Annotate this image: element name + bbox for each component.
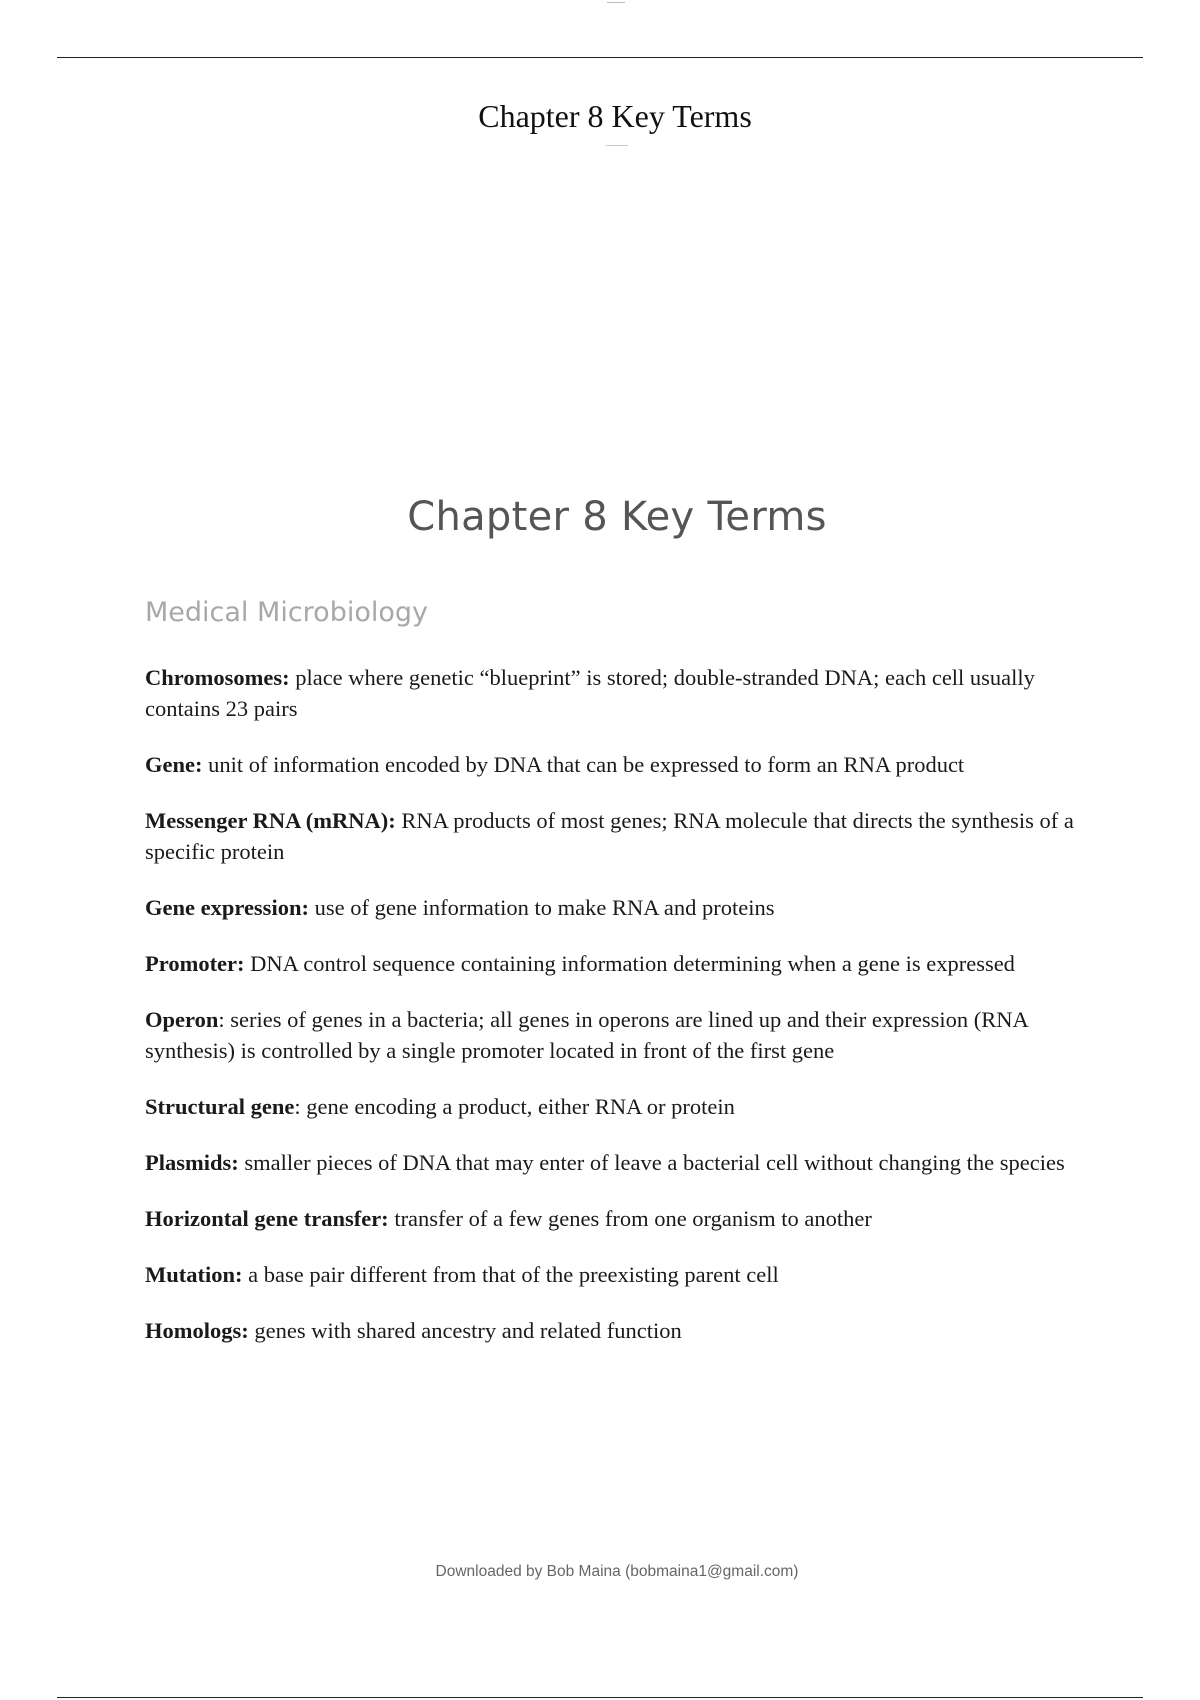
term-messenger-rna [145, 805, 1095, 867]
term-structural-gene [145, 1091, 1095, 1122]
document-subtitle: Medical Microbiology [145, 597, 428, 628]
term-name: Gene expression: [145, 895, 309, 920]
term-horizontal-gene-transfer [145, 1203, 1095, 1234]
term-gene-expression [145, 892, 1095, 923]
term-definition: genes with shared ancestry and related function [248, 1318, 682, 1343]
term-definition: unit of information encoded by DNA that can be expressed to form an RNA product [202, 752, 965, 777]
download-attribution: Downloaded by Bob Maina (bobmaina1@gmail.com) [435, 1563, 799, 1580]
term-definition: smaller pieces of DNA that may enter of leave a bacterial cell without changing the species [238, 1150, 1065, 1175]
term-plasmids [145, 1147, 1095, 1178]
page-header-title: Chapter 8 Key Terms [478, 98, 752, 134]
term-mutation [145, 1259, 1095, 1290]
top-divider [57, 57, 1143, 58]
term-operon [145, 1004, 1095, 1066]
header-mark [606, 145, 628, 146]
term-definition: transfer of a few genes from one organism to another [388, 1206, 872, 1231]
term-chromosomes [145, 662, 1095, 724]
term-name: Structural gene [145, 1094, 295, 1119]
document-title: Chapter 8 Key Terms [407, 494, 827, 540]
term-definition: : gene encoding a product, either RNA or protein [294, 1094, 735, 1119]
term-name: Chromosomes: [145, 665, 290, 690]
term-definition: RNA products of most genes; RNA molecule that directs the synthesis of a specific protein [145, 808, 1074, 864]
term-name: Gene: [145, 752, 203, 777]
term-promoter [145, 948, 1095, 979]
key-terms-list [145, 662, 1095, 1371]
term-name: Messenger RNA (mRNA): [145, 808, 396, 833]
term-name: Homologs: [145, 1318, 249, 1343]
term-definition: DNA control sequence containing information determining when a gene is expressed [244, 951, 1015, 976]
top-page-mark [607, 0, 625, 3]
term-name: Operon [145, 1007, 219, 1032]
bottom-divider [57, 1697, 1143, 1698]
term-definition: use of gene information to make RNA and proteins [308, 895, 775, 920]
term-definition: a base pair different from that of the preexisting parent cell [242, 1262, 779, 1287]
term-name: Promoter: [145, 951, 245, 976]
term-name: Mutation: [145, 1262, 243, 1287]
term-homologs [145, 1315, 1095, 1346]
term-name: Horizontal gene transfer: [145, 1206, 389, 1231]
term-gene [145, 749, 1095, 780]
term-name: Plasmids: [145, 1150, 239, 1175]
term-definition: place where genetic “blueprint” is stored; double-stranded DNA; each cell usually contains 23 pairs [145, 665, 1035, 721]
term-definition: : series of genes in a bacteria; all genes in operons are lined up and their expression (RNA synthesis) is controlled by a single promoter located in front of the first gene [145, 1007, 1028, 1063]
